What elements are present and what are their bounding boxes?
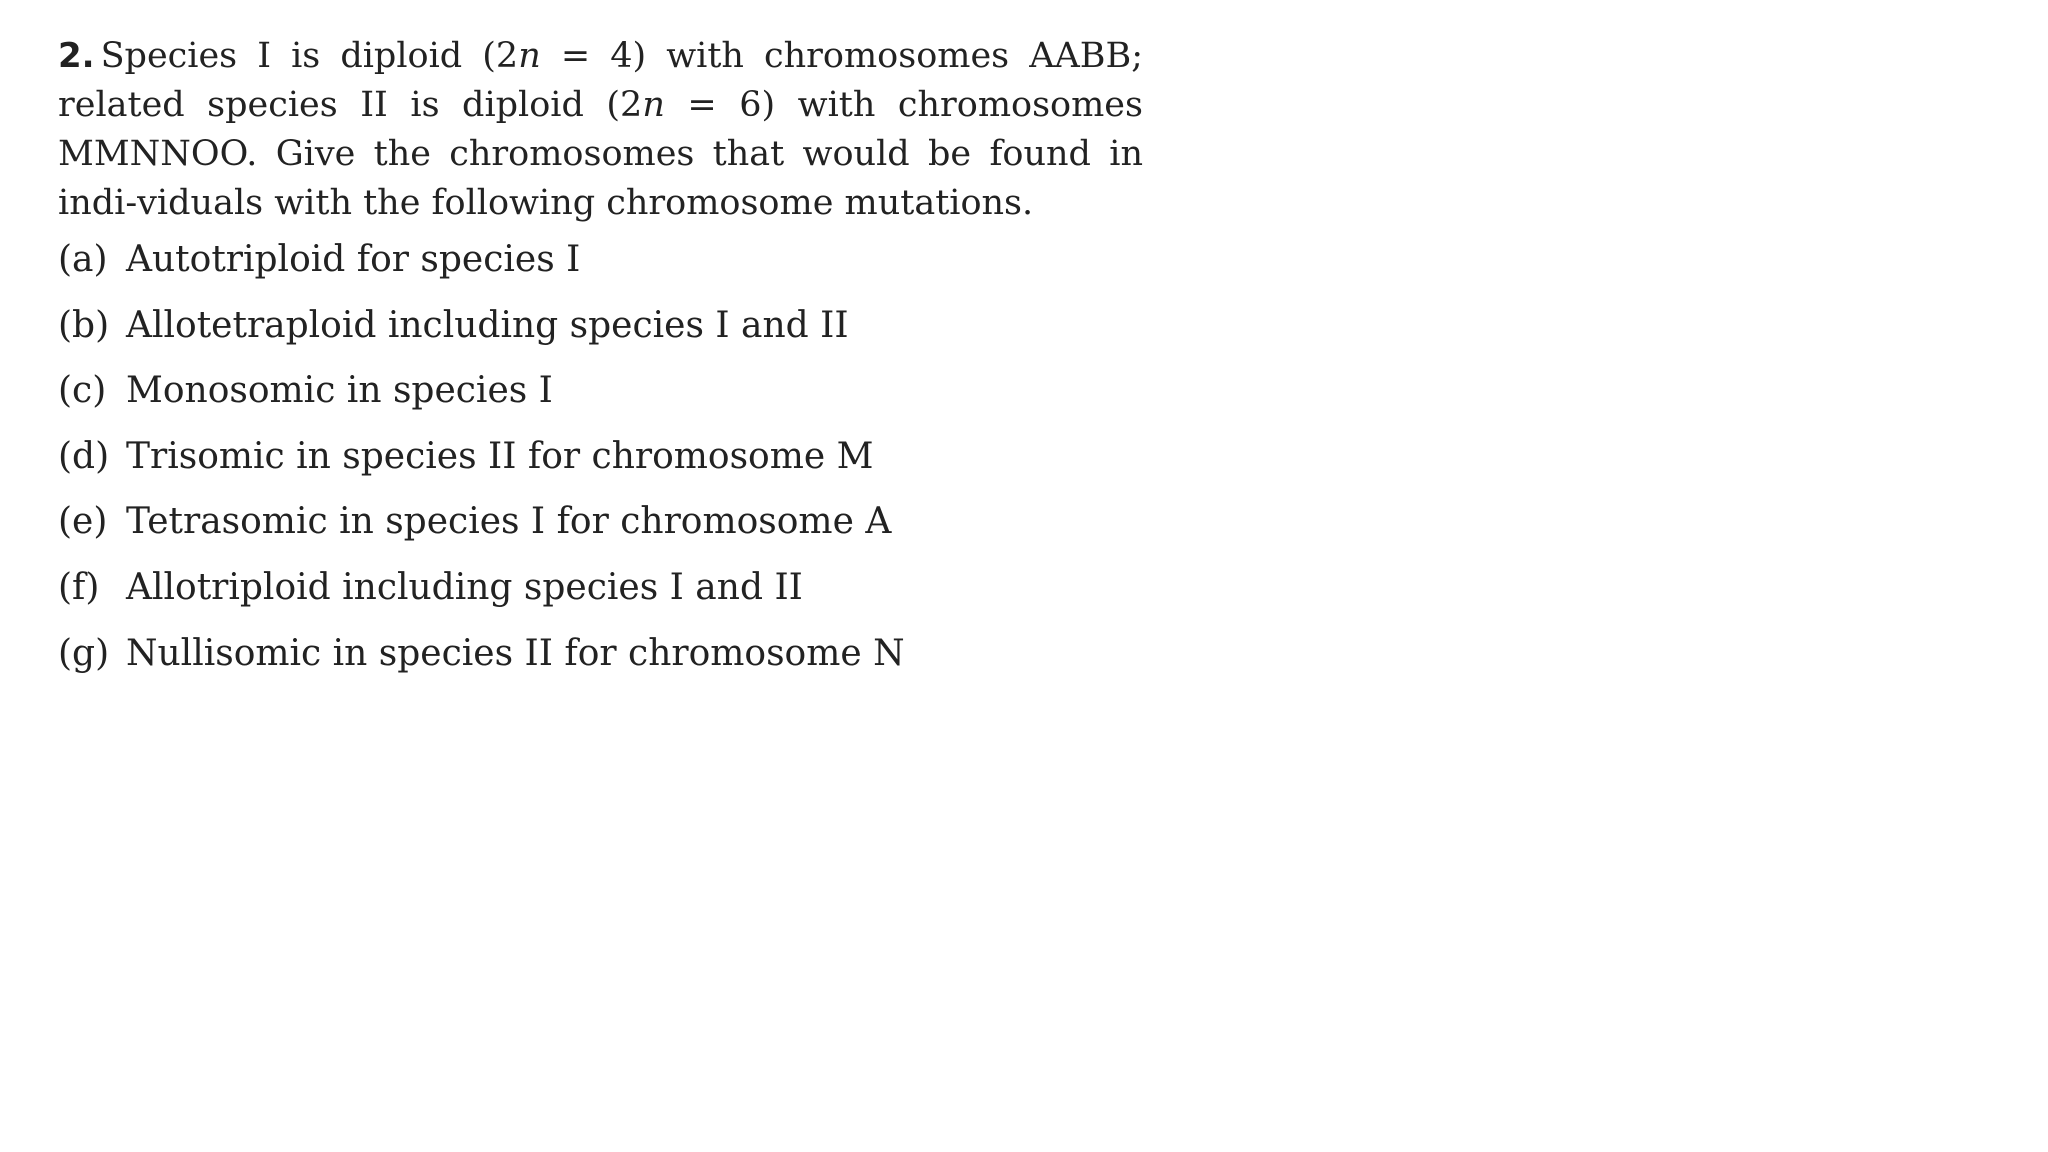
stem-variable-n-2: n [642,85,665,125]
option-text: Allotetraploid including species I and II [126,304,849,346]
option-letter: (d) [58,435,110,477]
option-text: Monosomic in species I [126,370,553,412]
question-stem [58,32,1143,228]
option-letter: (f) [58,566,100,608]
option-b [58,302,1143,368]
option-letter: (e) [58,501,108,543]
option-a [58,236,1143,302]
option-text: Allotriploid including species I and II [126,566,803,608]
option-text: Tetrasomic in species I for chromosome A [126,501,892,543]
stem-text-part-1: Species I is diploid (2 [100,36,519,76]
option-letter: (g) [58,632,110,674]
option-letter: (b) [58,304,110,346]
option-d [58,433,1143,499]
stem-text-part-2: = 4) with chromosomes AABB; related species II is diploid (2 [58,36,1143,125]
question-number: 2. [58,36,95,76]
option-text: Nullisomic in species II for chromosome N [126,632,905,674]
stem-text-part-3: = 6) with chromosomes MMNNOO. Give the chromosomes that would be found in indi-viduals with the following chromosome mutations. [58,85,1143,223]
options-list [58,236,1143,695]
question-block [58,32,1143,695]
option-text: Autotriploid for species I [126,239,581,280]
option-e [58,498,1143,564]
option-g [58,630,1143,696]
stem-variable-n-1: n [518,36,541,76]
option-letter: (a) [58,239,108,280]
option-f [58,564,1143,630]
option-letter: (c) [58,370,107,412]
option-text: Trisomic in species II for chromosome M [126,435,874,477]
option-c [58,367,1143,433]
